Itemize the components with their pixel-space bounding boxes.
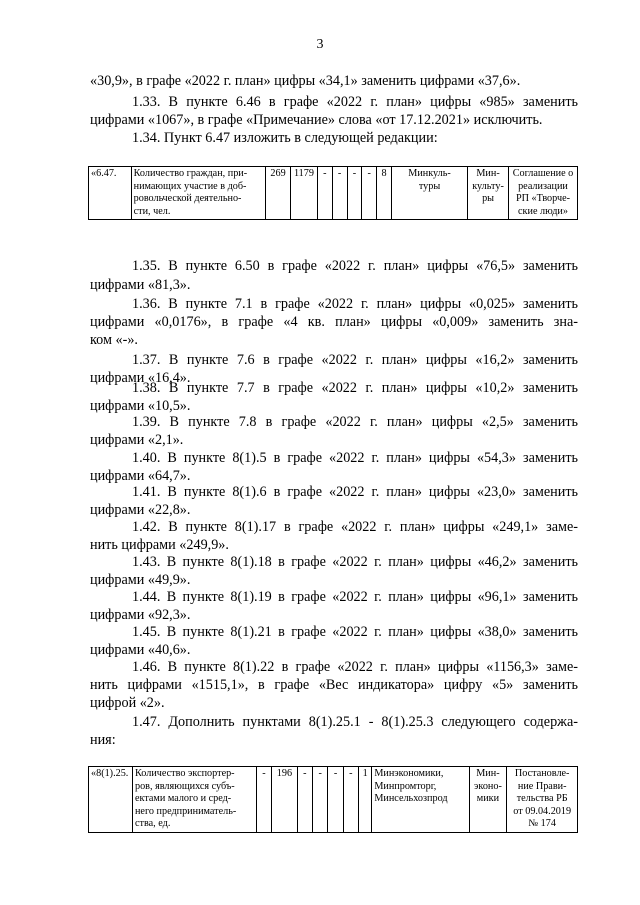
paragraph-1-44-line1: 1.44. В пункте 8(1).19 в графе «2022 г. план» цифры «96,1» заменить xyxy=(132,589,578,605)
paragraph-1-36-line1: 1.36. В пункте 7.1 в графе «2022 г. план» цифры «0,025» заменить xyxy=(132,296,578,312)
paragraph-1-36-line3: ком «-». xyxy=(90,332,138,348)
paragraph-1-35-line1: 1.35. В пункте 6.50 в графе «2022 г. план» цифры «76,5» заменить xyxy=(132,258,578,274)
indicator-description: Количество экспортер- ров, являющихся субъ- ектами малого и сред- него предприниматель- ства, ед. xyxy=(132,767,256,833)
table-item-6-47 xyxy=(88,166,578,220)
value-cell: - xyxy=(297,767,312,833)
paragraph-1-43-line2: цифрами «49,9». xyxy=(90,572,191,588)
value-cell: - xyxy=(362,167,377,220)
value-cell: - xyxy=(347,167,362,220)
table-item-8-1-25 xyxy=(88,766,578,833)
value-cell: - xyxy=(256,767,271,833)
value-cell: - xyxy=(328,767,343,833)
value-cell: - xyxy=(332,167,347,220)
paragraph-1-39-line1: 1.39. В пункте 7.8 в графе «2022 г. план» цифры «2,5» заменить xyxy=(132,414,578,430)
paragraph-1-42-line2: нить цифрами «249,9». xyxy=(90,537,229,553)
intro-line: «30,9», в графе «2022 г. план» цифры «34,1» заменить цифрами «37,6». xyxy=(90,73,521,89)
paragraph-1-46-line1: 1.46. В пункте 8(1).22 в графе «2022 г. план» цифры «1156,3» заме- xyxy=(132,659,578,675)
paragraph-1-39-line2: цифрами «2,1». xyxy=(90,432,184,448)
table-row xyxy=(89,167,578,220)
table-row xyxy=(89,767,578,833)
value-cell: 1179 xyxy=(291,167,318,220)
paragraph-1-47-line2: ния: xyxy=(90,732,116,748)
paragraph-1-41-line2: цифрами «22,8». xyxy=(90,502,191,518)
paragraph-1-41-line1: 1.41. В пункте 8(1).6 в графе «2022 г. план» цифры «23,0» заменить xyxy=(132,484,578,500)
value-cell: - xyxy=(343,767,358,833)
note-cell: Соглашение о реализации РП «Творче- ские люди» xyxy=(508,167,577,220)
value-cell: 8 xyxy=(377,167,392,220)
co-executor: Мин- культу- ры xyxy=(468,167,509,220)
value-cell: 196 xyxy=(272,767,298,833)
paragraph-1-33-line1: 1.33. В пункте 6.46 в графе «2022 г. план» цифры «985» заменить xyxy=(132,94,578,110)
value-cell: 269 xyxy=(266,167,291,220)
paragraph-1-38-line1: 1.38. В пункте 7.7 в графе «2022 г. план» цифры «10,2» заменить xyxy=(132,380,578,396)
paragraph-1-34: 1.34. Пункт 6.47 изложить в следующей редакции: xyxy=(132,130,438,146)
co-executor: Мин- эконо- мики xyxy=(469,767,507,833)
item-number: «8(1).25. xyxy=(89,767,133,833)
paragraph-1-40-line1: 1.40. В пункте 8(1).5 в графе «2022 г. план» цифры «54,3» заменить xyxy=(132,450,578,466)
responsible-executor: Минкуль- туры xyxy=(391,167,467,220)
paragraph-1-38-line2: цифрами «10,5». xyxy=(90,398,191,414)
responsible-executor: Минэкономики, Минпромторг, Минсельхозпрод xyxy=(372,767,469,833)
value-cell: - xyxy=(317,167,332,220)
item-number: «6.47. xyxy=(89,167,132,220)
page-number: 3 xyxy=(316,37,324,52)
paragraph-1-37-line1: 1.37. В пункте 7.6 в графе «2022 г. план» цифры «16,2» заменить xyxy=(132,352,578,368)
indicator-description: Количество граждан, при- нимающих участие в доб- ровольческой деятельно- сти, чел. xyxy=(131,167,266,220)
value-cell: 1 xyxy=(359,767,372,833)
paragraph-1-45-line1: 1.45. В пункте 8(1).21 в графе «2022 г. план» цифры «38,0» заменить xyxy=(132,624,578,640)
paragraph-1-36-line2: цифрами «0,0176», в графе «4 кв. план» цифры «0,009» заменить зна- xyxy=(90,314,578,330)
paragraph-1-45-line2: цифрами «40,6». xyxy=(90,642,191,658)
paragraph-1-46-line2: нить цифрами «1515,1», в графе «Вес индикатора» цифру «5» заменить xyxy=(90,677,578,693)
paragraph-1-46-line3: цифрой «2». xyxy=(90,695,165,711)
paragraph-1-37-line2: цифрами «16,4». xyxy=(90,370,191,386)
paragraph-1-42-line1: 1.42. В пункте 8(1).17 в графе «2022 г. план» цифры «249,1» заме- xyxy=(132,519,578,535)
paragraph-1-33-line2: цифрами «1067», в графе «Примечание» слова «от 17.12.2021» исключить. xyxy=(90,112,543,128)
note-cell: Постановле- ние Прави- тельства РБ от 09.04.2019 № 174 xyxy=(507,767,578,833)
value-cell: - xyxy=(313,767,328,833)
paragraph-1-44-line2: цифрами «92,3». xyxy=(90,607,191,623)
paragraph-1-43-line1: 1.43. В пункте 8(1).18 в графе «2022 г. план» цифры «46,2» заменить xyxy=(132,554,578,570)
paragraph-1-40-line2: цифрами «64,7». xyxy=(90,468,191,484)
paragraph-1-35-line2: цифрами «81,3». xyxy=(90,277,191,293)
paragraph-1-47-line1: 1.47. Дополнить пунктами 8(1).25.1 - 8(1).25.3 следующего содержа- xyxy=(132,714,578,730)
